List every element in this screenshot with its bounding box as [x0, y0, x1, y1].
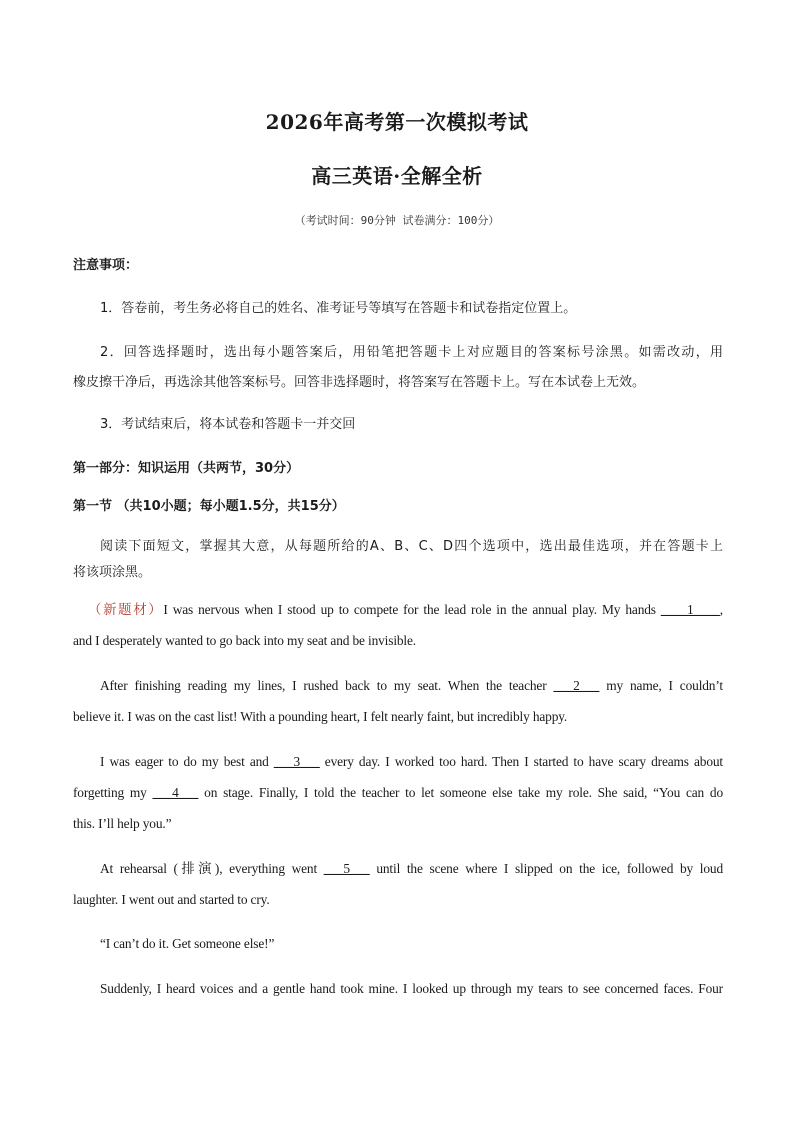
- passage-paragraph-3-line-3: this. I’ll help you.”: [73, 816, 172, 831]
- passage-text: I was nervous when I stood up to compete for the lead role in the annual play. My hands: [163, 602, 661, 617]
- exam-subtitle: 高三英语·全解全析: [311, 164, 483, 188]
- notes-item-1: 1．答卷前，考生务必将自己的姓名、准考证号等填写在答题卡和试卷指定位置上。: [100, 301, 577, 316]
- section-heading: 第一节 （共10小题；每小题1.5分，共15分）: [73, 499, 345, 514]
- notes-item-2-line-1: 2．回答选择题时，选出每小题答案后，用铅笔把答题卡上对应题目的答案标号涂黑。如需改动，用: [100, 345, 723, 360]
- notes-item-2-line-2: 橡皮擦干净后，再选涂其他答案标号。回答非选择题时，将答案写在答题卡上。写在本试卷上无效。: [73, 375, 646, 390]
- new-material-tag: （新题材）: [88, 603, 164, 618]
- passage-paragraph-6-line-1: Suddenly, I heard voices and a gentle hand took mine. I looked up through my tears to see concerned faces. Four: [100, 981, 723, 996]
- passage-text: every day. I worked too hard. Then I started to have scary dreams about: [319, 754, 723, 769]
- passage-paragraph-1-line-2: and I desperately wanted to go back into my seat and be invisible.: [73, 633, 416, 648]
- passage-text: I was eager to do my best and: [100, 754, 274, 769]
- blank-4: ___4___: [152, 785, 199, 800]
- blank-2: ___2___: [553, 678, 600, 693]
- blank-3: ___3___: [273, 754, 320, 769]
- passage-paragraph-5: “I can’t do it. Get someone else!”: [100, 936, 275, 951]
- passage-text: forgetting my: [73, 785, 153, 800]
- passage-paragraph-1-line-1: [88, 602, 723, 619]
- instruction-line-1: 阅读下面短文，掌握其大意，从每题所给的A、B、C、D四个选项中，选出最佳选项，并在答题卡上: [100, 539, 723, 554]
- notes-item-3: 3．考试结束后，将本试卷和答题卡一并交回: [100, 417, 356, 432]
- blank-1: ____1____: [660, 602, 720, 617]
- part-heading: 第一部分：知识运用（共两节，30分）: [73, 461, 300, 476]
- passage-text: on stage. Finally, I told the teacher to let someone else take my role. She said, “You can do: [198, 785, 723, 800]
- passage-text: After finishing reading my lines, I rushed back to my seat. When the teacher: [100, 678, 554, 693]
- exam-title: 2026年高考第一次模拟考试: [265, 110, 529, 134]
- passage-paragraph-4-line-2: laughter. I went out and started to cry.: [73, 892, 270, 907]
- passage-text: ,: [719, 602, 723, 617]
- passage-paragraph-2-line-1: [100, 678, 723, 694]
- passage-paragraph-3-line-2: [73, 785, 723, 801]
- passage-paragraph-4-line-1: [100, 861, 723, 877]
- instruction-line-2: 将该项涂黑。: [73, 565, 152, 580]
- notes-heading: 注意事项：: [73, 258, 139, 273]
- passage-text: my name, I couldn’t: [599, 678, 723, 693]
- passage-text: until the scene where I slipped on the ice, followed by loud: [369, 861, 723, 876]
- passage-text: At rehearsal (排演), everything went: [100, 861, 324, 876]
- exam-info: （考试时间：90分钟 试卷满分：100分）: [294, 214, 500, 227]
- passage-paragraph-2-line-2: believe it. I was on the cast list! With a pounding heart, I felt nearly faint, but incredibly happy.: [73, 709, 568, 724]
- passage-paragraph-3-line-1: [100, 754, 723, 770]
- blank-5: ___5___: [323, 861, 370, 876]
